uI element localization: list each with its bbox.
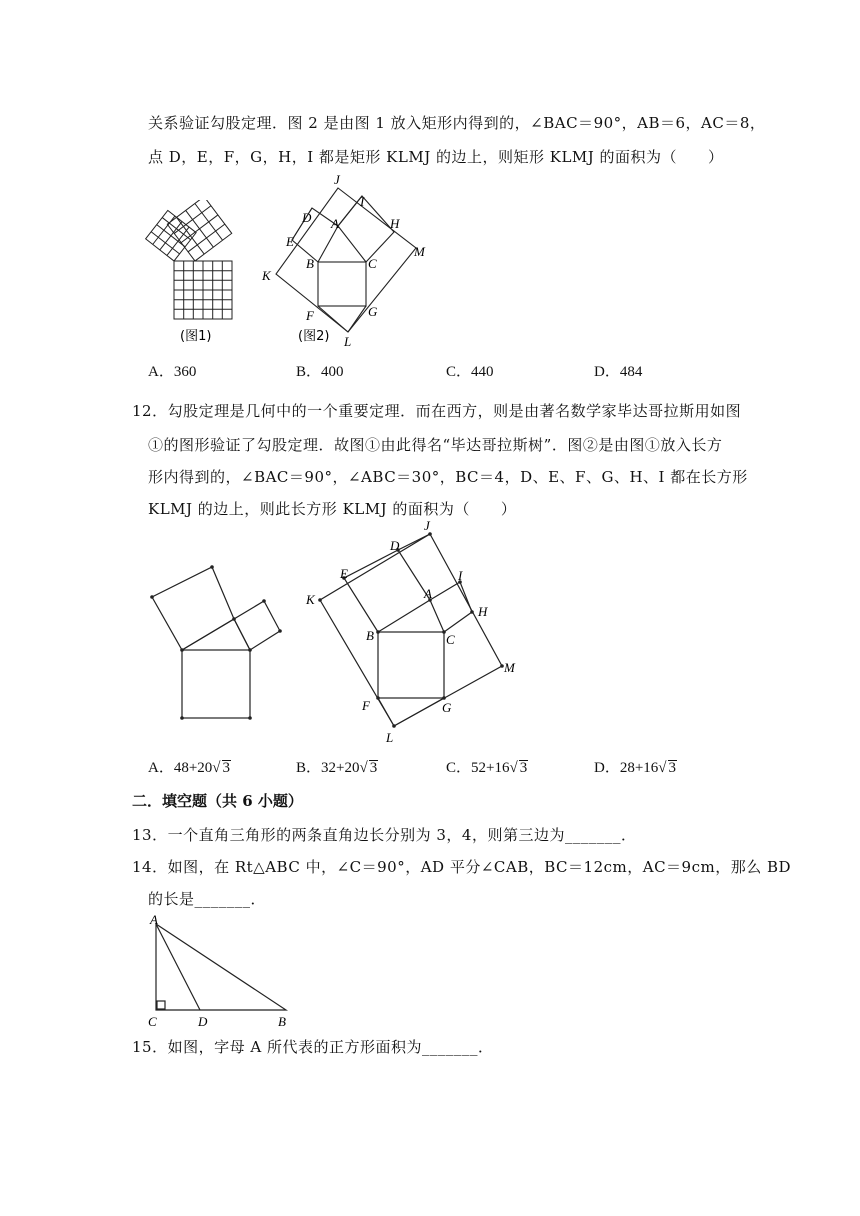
section-heading-fill-in: 二．填空题（共 6 小题） <box>132 792 303 810</box>
fig4-label-h: H <box>478 604 488 619</box>
q12-option-b-radicand: 3 <box>369 760 378 776</box>
fig2-label-i: I <box>360 194 365 209</box>
fig2-label-j: J <box>334 172 340 187</box>
q13-text: 13．一个直角三角形的两条直角边长分别为 3，4，则第三边为_______． <box>132 826 637 844</box>
fig4-label-b: B <box>366 628 374 643</box>
q11-figure-2 <box>258 170 438 350</box>
fig5-label-c: C <box>148 1014 157 1029</box>
q12-line-4: KLMJ 的边上，则此长方形 KLMJ 的面积为（ ） <box>148 500 517 518</box>
q12-option-b-text: B．32+20 <box>296 760 360 776</box>
q12-option-a[interactable]: A．48+20√ 3 <box>148 760 231 776</box>
fig2-label-g: G <box>368 304 378 319</box>
fig2-label-b: B <box>306 256 314 271</box>
q12-line-2: ①的图形验证了勾股定理．故图①由此得名“毕达哥拉斯树”．图②是由图①放入长方 <box>148 436 723 454</box>
q12-option-a-text: A．48+20 <box>148 760 213 776</box>
q15-text: 15．如图，字母 A 所代表的正方形面积为_______． <box>132 1038 494 1056</box>
q11-option-a[interactable]: A．360 <box>148 364 197 380</box>
q12-option-a-radicand: 3 <box>222 760 231 776</box>
fig4-label-c: C <box>446 632 455 647</box>
fig4-label-a: A <box>424 586 432 601</box>
q12-option-d[interactable]: D．28+16√ 3 <box>594 760 677 776</box>
fig4-label-i: I <box>458 568 463 583</box>
fig4-label-j: J <box>424 520 430 533</box>
q11-option-c[interactable]: C．440 <box>446 364 494 380</box>
fig2-label-a: A <box>331 216 339 231</box>
q12-figure-1 <box>140 555 290 725</box>
fig4-label-e: E <box>340 566 348 581</box>
q14-figure <box>140 912 300 1030</box>
q14-line-1: 14．如图，在 Rt△ABC 中，∠C＝90°，AD 平分∠CAB，BC＝12cm，AC＝9cm，那么 BD <box>132 858 792 876</box>
q11-option-b[interactable]: B．400 <box>296 364 344 380</box>
q11-line-2: 点 D，E，F，G，H，I 都是矩形 KLMJ 的边上，则矩形 KLMJ 的面积为（ ） <box>148 148 724 166</box>
fig2-label-e: E <box>286 234 294 249</box>
q11-figure-1 <box>140 200 250 350</box>
q12-option-d-text: D．28+16 <box>594 760 659 776</box>
q12-option-c-text: C．52+16 <box>446 760 510 776</box>
fig2-label-k: K <box>262 268 271 283</box>
fig5-label-d: D <box>198 1014 208 1029</box>
fig5-label-a: A <box>150 912 158 927</box>
fig2-label-m: M <box>414 244 425 259</box>
fig2-label-f: F <box>306 308 314 323</box>
q14-line-2: 的长是_______． <box>148 890 267 908</box>
fig4-label-d: D <box>390 538 400 553</box>
fig4-label-f: F <box>362 698 370 713</box>
q12-figure-2 <box>300 520 530 750</box>
fig2-label-d: D <box>302 210 312 225</box>
fig5-label-b: B <box>278 1014 286 1029</box>
fig4-label-k: K <box>306 592 315 607</box>
q12-line-3: 形内得到的，∠BAC＝90°，∠ABC＝30°，BC＝4，D、E、F、G、H、I 都在长方形 <box>148 468 748 486</box>
q12-option-d-radicand: 3 <box>668 760 677 776</box>
q11-line-1: 关系验证勾股定理．图 2 是由图 1 放入矩形内得到的，∠BAC＝90°，AB＝6，AC＝8， <box>148 114 766 132</box>
fig2-label-h: H <box>390 216 400 231</box>
q11-fig2-caption: (图2) <box>298 329 330 344</box>
q11-option-d[interactable]: D．484 <box>594 364 643 380</box>
q12-line-1: 12．勾股定理是几何中的一个重要定理．而在西方，则是由著名数学家毕达哥拉斯用如图 <box>132 402 742 420</box>
q12-option-c-radicand: 3 <box>519 760 528 776</box>
fig4-label-m: M <box>504 660 515 675</box>
q12-option-c[interactable]: C．52+16√ 3 <box>446 760 528 776</box>
q12-option-b[interactable]: B．32+20√ 3 <box>296 760 378 776</box>
fig2-label-l: L <box>344 334 352 349</box>
q11-fig1-caption: (图1) <box>180 329 212 344</box>
fig4-label-g: G <box>442 700 452 715</box>
fig4-label-l: L <box>386 730 394 745</box>
fig2-label-c: C <box>368 256 377 271</box>
